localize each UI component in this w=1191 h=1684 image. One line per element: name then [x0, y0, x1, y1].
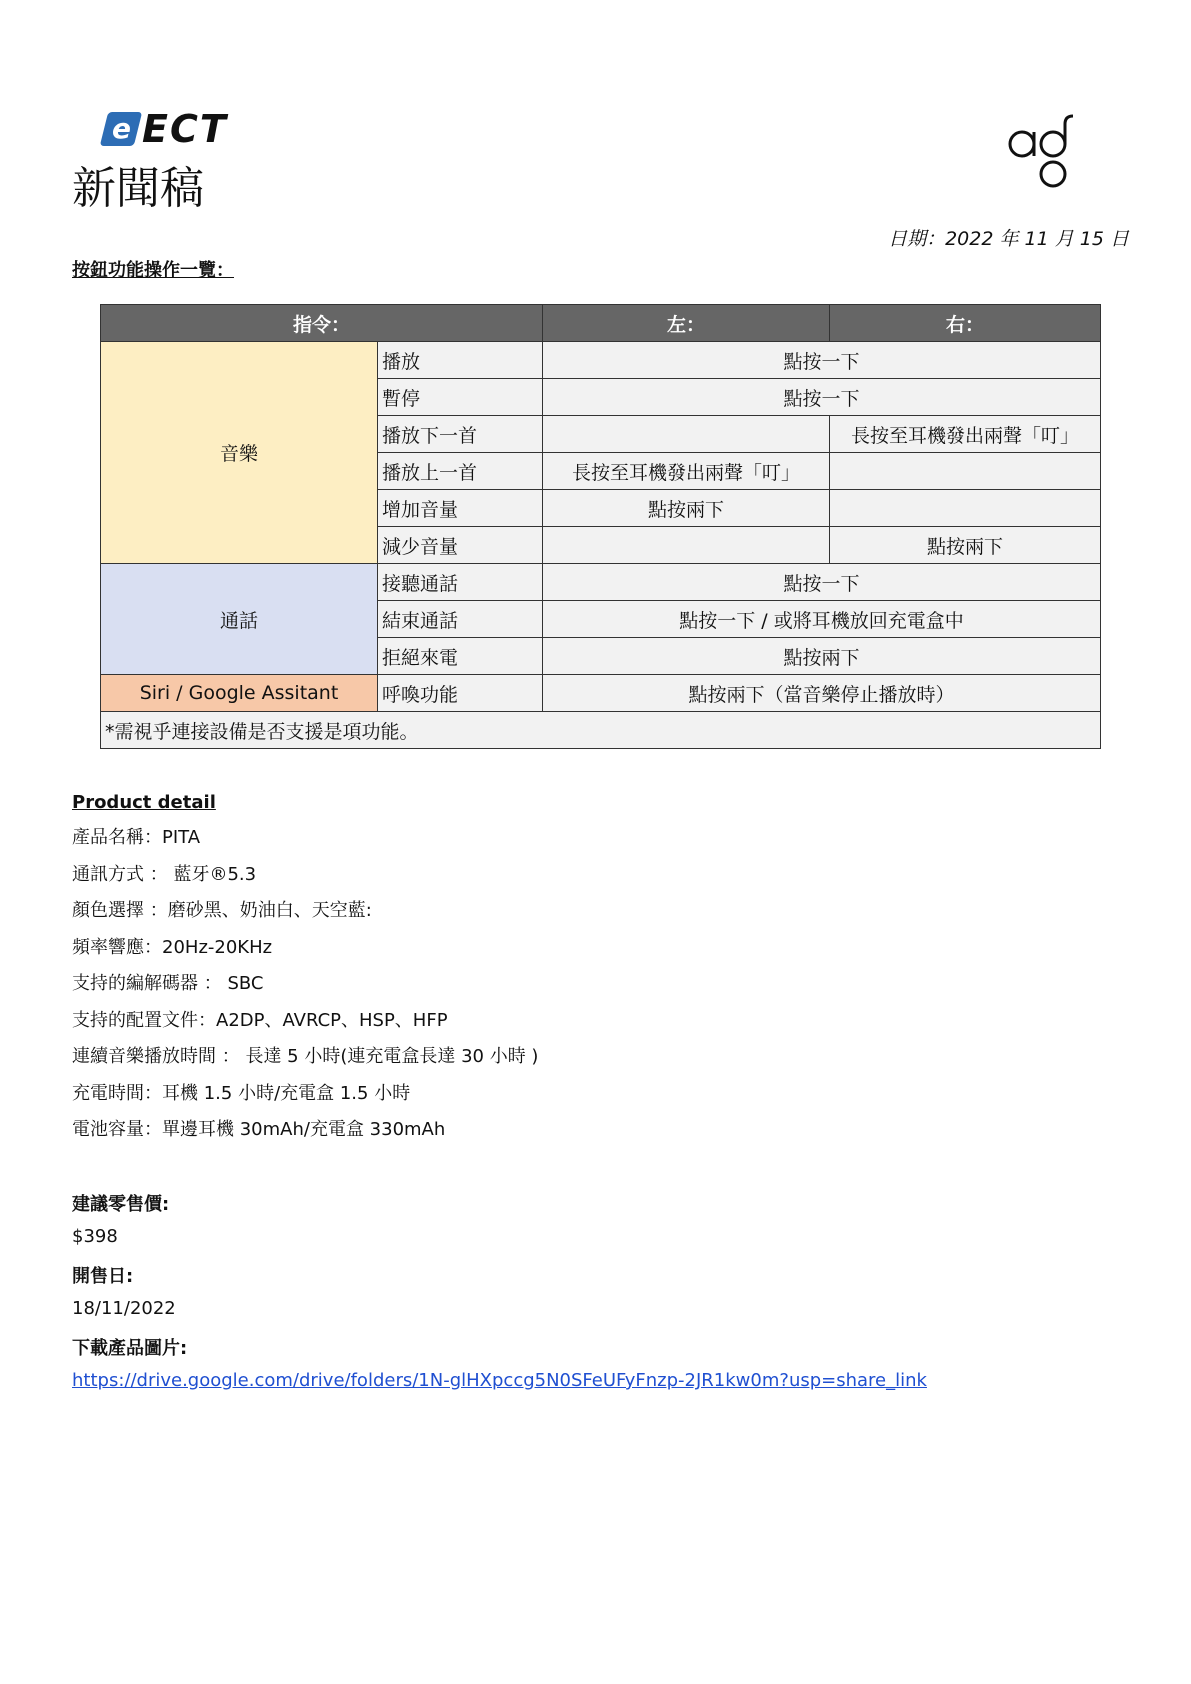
release-date: 18/11/2022: [72, 1298, 176, 1319]
press-date: 日期：2022 年 11 月 15 日: [888, 228, 1129, 250]
ag-logo: [1005, 112, 1075, 192]
category-music: 音樂: [101, 342, 378, 564]
header-command: 指令：: [101, 305, 543, 342]
command-cell: 播放下一首: [378, 416, 543, 453]
product-detail-line: 支持的編解碼器 ： SBC: [72, 973, 264, 994]
table-header-row: [101, 305, 1101, 342]
download-link[interactable]: https://drive.google.com/drive/folders/1N-glHXpccg5N0SFeUFyFnzp-2JR1kw0m?usp=share_link: [72, 1370, 927, 1391]
table-note: *需視乎連接設備是否支援是項功能。: [101, 712, 1101, 749]
command-cell: 增加音量: [378, 490, 543, 527]
category-siri: Siri / Google Assitant: [101, 675, 378, 712]
command-cell: 結束通話: [378, 601, 543, 638]
release-label: 開售日:: [72, 1266, 134, 1287]
table-row: [101, 564, 1101, 601]
right-action-cell: 長按至耳機發出兩聲「叮」: [830, 416, 1101, 453]
product-detail-line: 電池容量：單邊耳機 30mAh/充電盒 330mAh: [72, 1119, 446, 1140]
ect-logo-mark: e: [100, 112, 142, 146]
header-left: 左：: [543, 305, 830, 342]
product-detail-line: 產品名稱：PITA: [72, 827, 201, 848]
right-action-cell: 點按兩下: [830, 527, 1101, 564]
command-cell: 播放上一首: [378, 453, 543, 490]
ect-logo-text: ECT: [142, 107, 228, 151]
button-functions-table: [100, 304, 1101, 749]
action-cell: 點按兩下: [543, 638, 1101, 675]
product-detail-line: 頻率響應：20Hz-20KHz: [72, 936, 273, 958]
right-action-cell: [830, 453, 1101, 490]
header-right: 右：: [830, 305, 1101, 342]
left-action-cell: [543, 527, 830, 564]
action-cell: 點按一下: [543, 342, 1101, 379]
button-functions-heading: 按鈕功能操作一覽：: [72, 260, 234, 281]
table-row: [101, 342, 1101, 379]
command-cell: 接聽通話: [378, 564, 543, 601]
download-label: 下載產品圖片:: [72, 1338, 188, 1359]
command-cell: 暫停: [378, 379, 543, 416]
pricing-section: [72, 1190, 927, 1406]
product-detail-line: 連續音樂播放時間 ： 長達 5 小時(連充電盒長達 30 小時 ): [72, 1046, 539, 1067]
document-title: 新聞稿: [72, 163, 204, 214]
command-cell: 減少音量: [378, 527, 543, 564]
product-detail-line: 支持的配置文件：A2DP、AVRCP、HSP、HFP: [72, 1009, 448, 1031]
table-row: [101, 675, 1101, 712]
product-detail-line: 充電時間：耳機 1.5 小時/充電盒 1.5 小時: [72, 1082, 411, 1104]
product-detail-line: 顏色選擇 ：磨砂黑、奶油白、天空藍:: [72, 900, 372, 921]
price-value: $398: [72, 1226, 118, 1247]
action-cell: 點按一下: [543, 564, 1101, 601]
left-action-cell: 點按兩下: [543, 490, 830, 527]
product-detail-line: 通訊方式 ： 藍牙®5.3: [72, 863, 257, 885]
command-cell: 拒絕來電: [378, 638, 543, 675]
command-cell: 呼喚功能: [378, 675, 543, 712]
product-detail: [72, 792, 538, 1156]
category-call: 通話: [101, 564, 378, 675]
command-cell: 播放: [378, 342, 543, 379]
right-action-cell: [830, 490, 1101, 527]
ect-logo: [104, 107, 228, 151]
product-detail-heading: Product detail: [72, 792, 216, 813]
left-action-cell: [543, 416, 830, 453]
action-cell: 點按一下 / 或將耳機放回充電盒中: [543, 601, 1101, 638]
table-note-row: [101, 712, 1101, 749]
left-action-cell: 長按至耳機發出兩聲「叮」: [543, 453, 830, 490]
action-cell: 點按兩下（當音樂停止播放時）: [543, 675, 1101, 712]
action-cell: 點按一下: [543, 379, 1101, 416]
price-label: 建議零售價:: [72, 1194, 170, 1215]
